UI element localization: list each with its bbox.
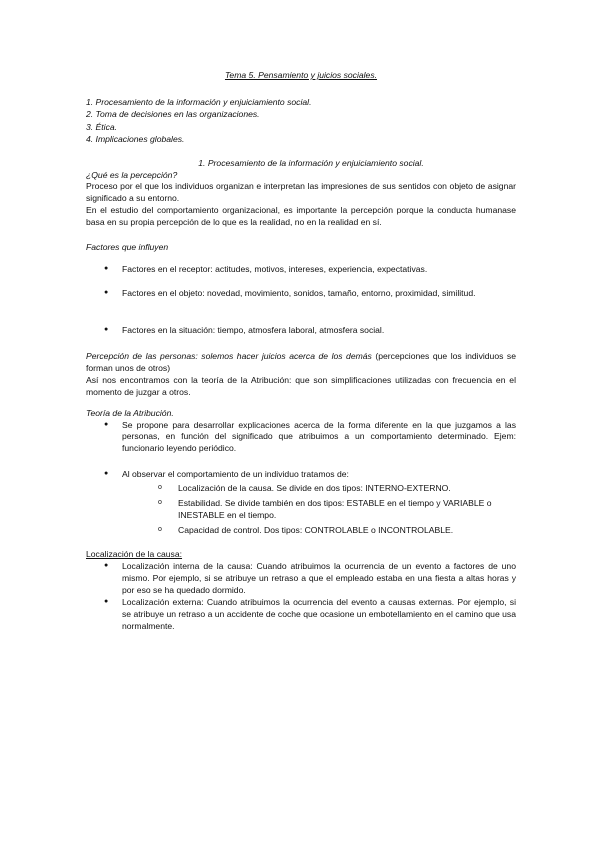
question-heading: ¿Qué es la percepción? [86,169,178,180]
section-heading: 1. Procesamiento de la información y enjuiciamiento social. [198,157,424,168]
list-item: ● Localización interna de la causa: Cuando atribuimos la ocurrencia de un evento a factores de uno mismo. Por ejemplo, si se atribuye un retraso a que el empleado estaba en una fiesta a altas horas y por eso se ha quedado dormido. [86,561,516,597]
sublist-item: o Localización de la causa. Se divide en dos tipos: INTERNO-EXTERNO. [122,483,516,495]
toc-item: 3. Ética. [86,121,118,132]
subheading-localizacion: Localización de la causa: [86,549,183,560]
list-item: ● Factores en el objeto: novedad, movimiento, sonidos, tamaño, entorno, proximidad, similitud. [86,288,516,300]
localizacion-list [86,561,516,632]
toc-item: 1. Procesamiento de la información y enjuiciamiento social. [86,96,312,107]
list-item-text: Al observar el comportamiento de un individuo tratamos de: [122,469,349,480]
sublist-item: o Capacidad de control. Dos tipos: CONTROLABLE o INCONTROLABLE. [122,525,516,537]
teoria-sublist [122,483,516,536]
table-of-contents [86,96,516,146]
list-item: ● Factores en el receptor: actitudes, motivos, intereses, experiencia, expectativas. [86,264,516,276]
sublist-item: o Estabilidad. Se divide también en dos tipos: ESTABLE en el tiempo y VARIABLE o INESTABLE en el tiempo. [122,498,516,522]
paragraph-percepcion [86,351,516,375]
list-item: ● Se propone para desarrollar explicaciones acerca de la forma diferente en la que juzgamos a las personas, en función del significado que atribuimos a un comportamiento determinado. Ejem: funcionario leyendo periódico. [86,420,516,456]
list-item: ● Localización externa: Cuando atribuimos la ocurrencia del evento a causas externas. Por ejemplo, si se atribuye un retraso a un accidente de coche que ocasione un embotellamiento en el camino que usa normalmente. [86,597,516,633]
paragraph: Proceso por el que los individuos organizan e interpretan las impresiones de sus sentidos con objeto de asignar significado a su entorno. [86,181,516,204]
teoria-list [86,420,516,537]
percepcion-italic: Percepción de las personas: solemos hacer juicios acerca de los demás [86,351,372,362]
toc-item: 4. Implicaciones globales. [86,134,185,145]
toc-item: 2. Toma de decisiones en las organizaciones. [86,109,260,120]
document-title: Tema 5. Pensamiento y juicios sociales. [224,70,378,80]
subheading-teoria: Teoría de la Atribución. [86,407,174,418]
paragraph: En el estudio del comportamiento organizacional, es importante la percepción porque la conducta humanase basa en su propia percepción de lo que es la realidad, no en la realidad en sí. [86,205,516,227]
list-item: ● Factores en la situación: tiempo, atmosfera laboral, atmosfera social. [86,325,516,337]
paragraph: Así nos encontramos con la teoría de la Atribución: que son simplificaciones utilizadas con frecuencia en el momento de juzgar a otros. [86,374,516,397]
subheading-factores: Factores que influyen [86,241,169,252]
factores-list [86,264,516,338]
document-content [86,70,516,632]
list-item [86,469,516,536]
percepcion-rest: (percepciones que los individuos se forman unos de otros) [86,351,516,374]
